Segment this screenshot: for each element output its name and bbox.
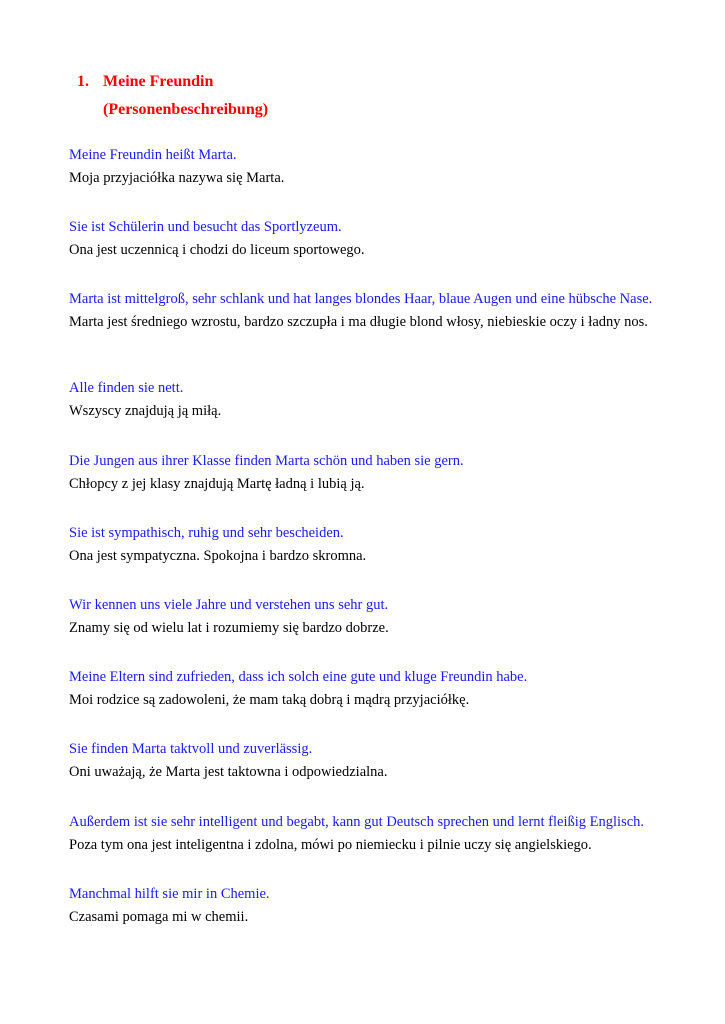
sentence-pair-3 <box>69 291 656 331</box>
german-sentence: Sie ist Schülerin und besucht das Sportlyzeum. <box>69 219 342 235</box>
sentence-pair-6 <box>69 525 656 565</box>
sentence-pair-8 <box>69 669 656 709</box>
sentence-pair-7 <box>69 597 656 637</box>
german-sentence: Manchmal hilft sie mir in Chemie. <box>69 886 270 902</box>
german-sentence: Meine Freundin heißt Marta. <box>69 147 237 163</box>
section-number: 1. <box>77 73 89 90</box>
polish-translation: Ona jest sympatyczna. Spokojna i bardzo skromna. <box>69 548 367 564</box>
german-sentence: Sie ist sympathisch, ruhig und sehr bescheiden. <box>69 525 344 541</box>
polish-translation: Marta jest średniego wzrostu, bardzo szczupła i ma długie blond włosy, niebieskie oczy i ładny nos. <box>69 314 648 330</box>
sentence-pair-11 <box>69 886 656 926</box>
sentence-pair-9 <box>69 741 656 781</box>
german-sentence: Wir kennen uns viele Jahre und verstehen uns sehr gut. <box>69 597 389 613</box>
sentence-pair-10 <box>69 814 656 854</box>
german-sentence: Die Jungen aus ihrer Klasse finden Marta schön und haben sie gern. <box>69 453 464 469</box>
polish-translation: Wszyscy znajdują ją miłą. <box>69 403 222 419</box>
sentence-pair-1 <box>69 147 656 187</box>
german-sentence: Sie finden Marta taktvoll und zuverlässig. <box>69 741 313 757</box>
sentence-pair-2 <box>69 219 656 259</box>
polish-translation: Czasami pomaga mi w chemii. <box>69 909 249 925</box>
polish-translation: Chłopcy z jej klasy znajdują Martę ładną i lubią ją. <box>69 476 365 492</box>
polish-translation: Moi rodzice są zadowoleni, że mam taką dobrą i mądrą przyjaciółkę. <box>69 692 470 708</box>
german-sentence: Außerdem ist sie sehr intelligent und begabt, kann gut Deutsch sprechen und lernt fleißig Englisch. <box>69 814 645 830</box>
polish-translation: Ona jest uczennicą i chodzi do liceum sportowego. <box>69 242 365 258</box>
german-sentence: Marta ist mittelgroß, sehr schlank und hat langes blondes Haar, blaue Augen und eine hübsche Nase. <box>69 291 653 307</box>
heading-line-1 <box>77 68 268 96</box>
polish-translation: Moja przyjaciółka nazywa się Marta. <box>69 170 285 186</box>
section-subtitle: (Personenbeschreibung) <box>103 101 269 118</box>
polish-translation: Oni uważają, że Marta jest taktowna i odpowiedzialna. <box>69 764 388 780</box>
german-sentence: Meine Eltern sind zufrieden, dass ich solch eine gute und kluge Freundin habe. <box>69 669 528 685</box>
sentence-pair-4 <box>69 380 656 420</box>
section-title: Meine Freundin <box>103 73 214 90</box>
german-sentence: Alle finden sie nett. <box>69 380 184 396</box>
polish-translation: Znamy się od wielu lat i rozumiemy się bardzo dobrze. <box>69 620 389 636</box>
sentence-pair-5 <box>69 453 656 493</box>
polish-translation: Poza tym ona jest inteligentna i zdolna, mówi po niemiecku i pilnie uczy się angielskiego. <box>69 837 592 853</box>
section-heading <box>77 68 268 124</box>
